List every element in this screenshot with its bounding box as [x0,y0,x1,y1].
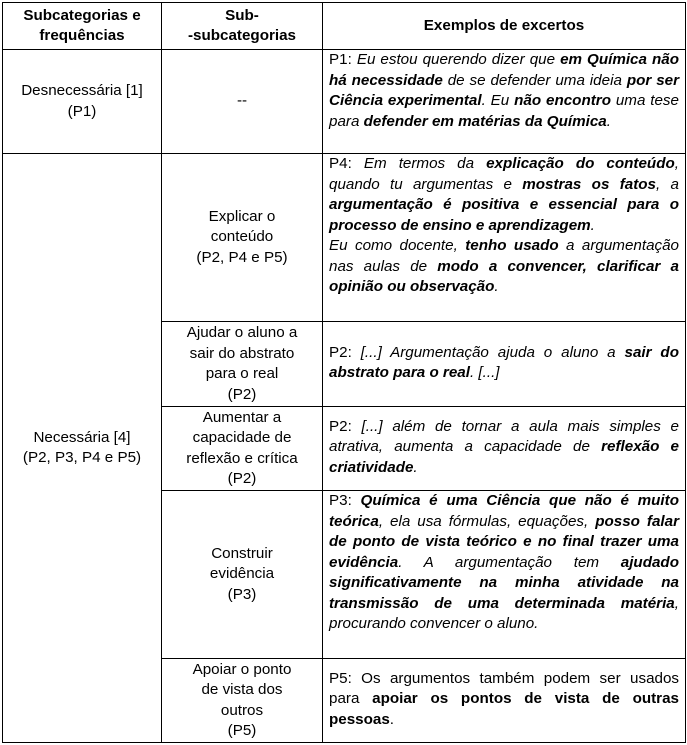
sub-subcategory-cell [162,407,323,491]
excerpt-text-run: Química é uma Ciência que não é muito teórica [329,492,679,530]
excerpt-text-run: P2: [329,417,362,435]
excerpt-cell [323,322,686,407]
header-row [3,3,686,50]
excerpt-text-run: tenho usado [465,237,559,254]
excerpt-text-run: Em termos da [363,155,487,172]
excerpt-text-run: [...] Argumentação ajuda o aluno a [360,343,625,361]
sub-subcategory-cell [162,50,323,154]
excerpt-text-run: . Eu [481,92,515,109]
excerpt-text-run: por ser Ciência experimental [329,71,679,109]
excerpt-text-run: em Química não há necessidade [329,51,679,89]
excerpt-cell [323,659,686,743]
header-excerpts [323,3,686,50]
excerpt-text-run: modo a convencer, clarificar a opinião ou observação [329,257,679,295]
excerpt-text-run: Eu estou querendo dizer que [356,51,561,68]
excerpt-cell [323,50,686,154]
table-row [3,50,686,154]
header-sub-subcategories [162,3,323,50]
sub-subcategory-text: Construir evidência (P3) [209,544,275,603]
excerpt-text-run: [...] além de tornar a aula mais simples e atrativa, aumenta a capacidade de [329,417,679,456]
excerpt-text-run: reflexão e criatividade [329,438,679,476]
category-cell [3,154,162,743]
excerpt-text-run: . [413,458,418,476]
excerpt-text-run: . [...] [469,364,500,381]
excerpt-text-run: argumentação é positiva e essencial para o processo de ensino e aprendizagem [329,196,679,234]
excerpt-text-run: ajudado significativamente na minha atividade na transmissão de uma determinada matéria [329,553,679,612]
excerpt-text-run: não encontro [514,92,611,109]
excerpt-text-run: P1: [329,51,357,68]
excerpt-text-run: posso falar de ponto de vista teórico e no final trazer uma evidência [329,512,679,571]
excerpt-text-run: . [389,710,395,728]
excerpt-text-run: . [606,112,611,130]
excerpt-text-run: P2: [329,343,361,361]
excerpt-paragraph [329,669,679,731]
sub-subcategory-cell [162,322,323,407]
excerpt-paragraph [329,50,679,132]
table-row [3,154,686,322]
excerpt-text-run: . [494,278,499,295]
excerpt-text-run: sair do abstrato para o real [329,343,679,381]
header-subcategories [3,3,162,50]
excerpt-paragraph [329,491,679,635]
excerpt-paragraph [329,154,679,236]
sub-subcategory-text: Aumentar a capacidade de reflexão e crítica (P2) [186,408,298,487]
excerpt-text-run: , a [656,175,679,193]
sub-subcategory-cell [162,154,323,322]
excerpt-text-run: P5: Os argumentos também podem ser usados para [329,669,679,708]
excerpt-text-run: . [590,216,595,234]
excerpt-paragraph [329,236,679,298]
excerpt-paragraph [329,417,679,479]
sub-subcategory-text: -- [236,92,248,110]
header-excerpts-text: Exemplos de excertos [423,16,585,34]
excerpt-text-run: Eu como docente, [329,237,466,254]
sub-subcategory-cell [162,659,323,743]
excerpt-text-run: explicação do conteúdo [486,155,675,172]
excerpt-cell [323,154,686,322]
excerpt-text-run: P3: [329,492,361,509]
excerpt-text-run: . A argumentação tem [398,553,621,571]
excerpt-text-run: P4: [329,155,364,172]
category-text: Desnecessária [1] (P1) [21,82,143,120]
sub-subcategory-text: Apoiar o ponto de vista dos outros (P5) [192,660,292,739]
excerpt-text-run: , ela usa fórmulas, equações, [378,512,596,530]
category-text: Necessária [4] (P2, P3, P4 e P5) [22,428,142,466]
excerpt-cell [323,491,686,659]
sub-subcategory-cell [162,491,323,659]
header-sub-subcategories-text: Sub- -subcategorias [187,6,297,44]
excerpt-text-run: defender em matérias da Química [363,112,607,130]
sub-subcategory-text: Ajudar o aluno a sair do abstrato para o real (P2) [186,324,298,403]
excerpt-text-run: , procurando convencer o aluno. [329,594,679,632]
excerpt-text-run: de se defender uma ideia [442,71,627,89]
excerpt-text-run: a argumentação nas aulas de [329,237,680,275]
sub-subcategory-text: Explicar o conteúdo (P2, P4 e P5) [196,207,288,266]
excerpts-table [2,2,686,743]
category-cell [3,50,162,154]
excerpt-text-run: , quando tu argumentas e [329,155,679,193]
excerpt-paragraph [329,343,679,384]
excerpt-text-run: mostras os fatos [522,175,656,193]
excerpt-cell [323,407,686,491]
excerpt-text-run: apoiar os pontos de vista de outras pessoas [329,690,679,728]
excerpt-text-run: uma tese para [329,92,679,130]
header-subcategories-text: Subcategorias e frequências [23,6,141,44]
